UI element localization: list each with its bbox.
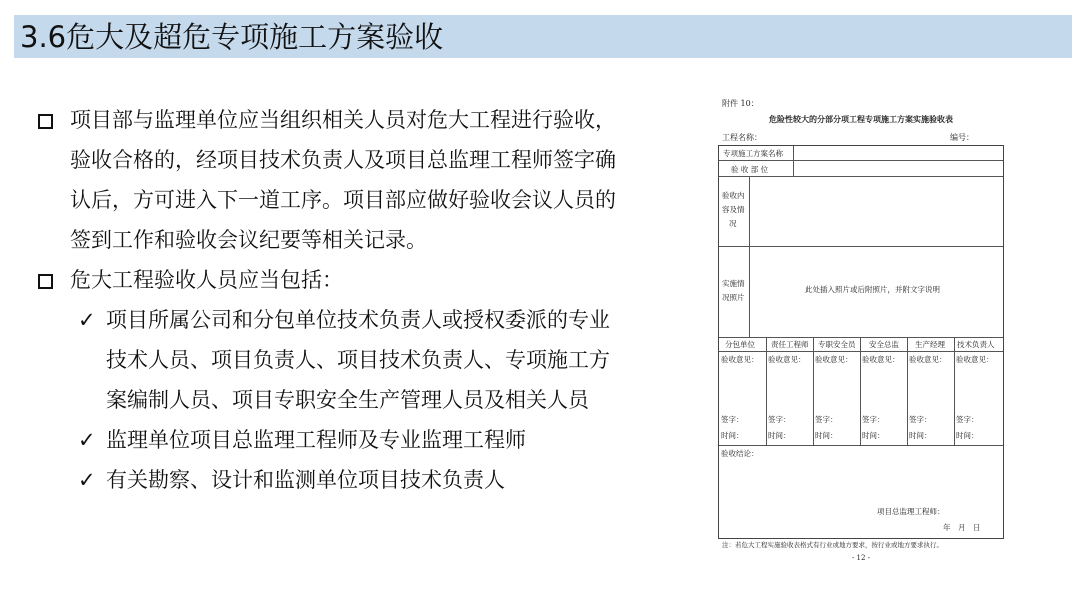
main-content	[36, 100, 686, 500]
sign-label: 签字：	[909, 415, 932, 424]
opinion-label: 验收意见：	[721, 355, 759, 364]
table-rule	[719, 176, 1003, 177]
bullet-1	[36, 100, 686, 260]
time-label: 时间：	[721, 431, 744, 440]
sub-item-line: 项目所属公司和分包单位技术负责人或授权委派的专业	[106, 308, 610, 332]
check-icon: ✓	[78, 428, 96, 452]
form-attachment-label: 附件 10：	[722, 99, 759, 108]
acceptance-form-image	[718, 96, 1004, 566]
sub-item-2	[36, 420, 686, 460]
sign-label: 签字：	[862, 415, 885, 424]
page-title: 3.6危大及超危专项施工方案验收	[20, 20, 444, 54]
content-label: 况	[729, 219, 737, 228]
opinion-label: 验收意见：	[909, 355, 947, 364]
bullet-1-line: 签到工作和验收会议纪要等相关记录。	[70, 228, 427, 252]
sign-label: 签字：	[956, 415, 979, 424]
table-rule	[719, 160, 1003, 161]
role-header: 安全总监	[869, 340, 899, 349]
date-label: 年 月 日	[943, 523, 981, 532]
table-rule	[749, 176, 750, 337]
table-rule	[907, 337, 908, 445]
table-rule	[793, 146, 794, 176]
table-rule	[860, 337, 861, 445]
role-header: 专职安全员	[818, 340, 856, 349]
role-header: 分包单位	[725, 340, 755, 349]
check-icon: ✓	[78, 308, 96, 332]
table-rule	[813, 337, 814, 445]
sub-item-line: 有关勘察、设计和监测单位项目技术负责人	[106, 468, 505, 492]
bullet-1-line: 项目部与监理单位应当组织相关人员对危大工程进行验收，	[70, 108, 616, 132]
sub-item-3	[36, 460, 686, 500]
photo-hint: 此处插入照片或后附照片，并附文字说明	[805, 285, 940, 294]
content-label: 容及情	[722, 205, 745, 214]
opinion-label: 验收意见：	[815, 355, 853, 364]
square-bullet-icon	[38, 114, 53, 129]
form-project-name: 工程名称：	[722, 133, 762, 142]
bullet-1-line: 验收合格的，经项目技术负责人及项目总监理工程师签字确	[70, 148, 616, 172]
time-label: 时间：	[768, 431, 791, 440]
bullet-2-text: 危大工程验收人员应当包括：	[70, 268, 343, 292]
content-label: 验收内	[722, 191, 745, 200]
sub-item-line: 监理单位项目总监理工程师及专业监理工程师	[106, 428, 526, 452]
sign-label: 签字：	[721, 415, 744, 424]
part-label: 验 收 部 位	[731, 165, 769, 174]
table-rule	[719, 351, 1003, 352]
table-rule	[719, 337, 1003, 338]
check-icon: ✓	[78, 468, 96, 492]
role-header: 技术负责人	[957, 340, 995, 349]
opinion-label: 验收意见：	[768, 355, 806, 364]
bullet-1-line: 认后，方可进入下一道工序。项目部应做好验收会议人员的	[70, 188, 616, 212]
form-table	[718, 145, 1004, 539]
table-rule	[954, 337, 955, 445]
form-note: 注：若危大工程实施验收表格式有行业或地方要求，按行业或地方要求执行。	[722, 541, 943, 549]
form-title: 危险性较大的分部分项工程专项施工方案实施验收表	[769, 114, 953, 124]
role-header: 责任工程师	[771, 340, 809, 349]
sub-item-line: 案编制人员、项目专职安全生产管理人员及相关人员	[106, 388, 589, 412]
conclusion-label: 验收结论：	[721, 449, 759, 458]
form-page-number: - 12 -	[851, 554, 871, 562]
photo-label: 况照片	[722, 293, 745, 302]
sign-label: 签字：	[768, 415, 791, 424]
time-label: 时间：	[862, 431, 885, 440]
table-rule	[719, 445, 1003, 446]
table-rule	[766, 337, 767, 445]
square-bullet-icon	[38, 274, 53, 289]
sub-item-line: 技术人员、项目负责人、项目技术负责人、专项施工方	[106, 348, 610, 372]
opinion-label: 验收意见：	[862, 355, 900, 364]
form-number: 编号：	[950, 133, 974, 142]
photo-label: 实施情	[722, 279, 745, 288]
time-label: 时间：	[909, 431, 932, 440]
time-label: 时间：	[815, 431, 838, 440]
plan-name-label: 专项施工方案名称	[723, 149, 783, 158]
opinion-label: 验收意见：	[956, 355, 994, 364]
sign-label: 签字：	[815, 415, 838, 424]
bullet-2	[36, 260, 686, 300]
chief-supervisor-label: 项目总监理工程师：	[877, 507, 945, 516]
time-label: 时间：	[956, 431, 979, 440]
role-header: 生产经理	[915, 340, 945, 349]
sub-item-1	[36, 300, 686, 420]
table-rule	[719, 246, 1003, 247]
